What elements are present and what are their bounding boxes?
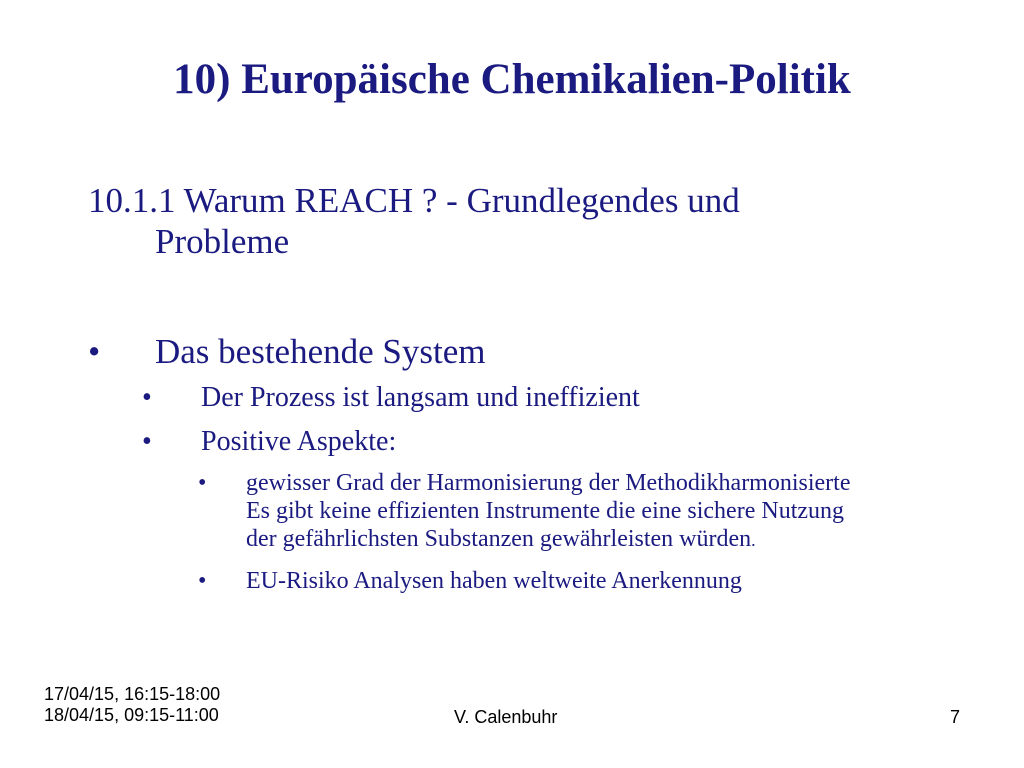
bullet-text-line — [246, 525, 851, 554]
footer-page-number: 7 — [950, 707, 961, 727]
footer-author: V. Calenbuhr — [454, 707, 558, 727]
bullet-text-line: Es gibt keine effizienten Instrumente die eine sichere Nutzung — [246, 498, 845, 524]
bullet-marker: • — [88, 332, 101, 371]
bullet-text: EU-Risiko Analysen haben weltweite Anerkennung — [246, 568, 742, 594]
bullet-text-span: der gefährlichsten Substanzen gewährleisten würden — [246, 526, 752, 552]
bullet-text: Der Prozess ist langsam und ineffizient — [201, 382, 640, 413]
bullet-trailing-period: . — [751, 530, 756, 550]
footer-date-line-2: 18/04/15, 09:15-11:00 — [44, 705, 219, 725]
bullet-marker: • — [142, 382, 152, 413]
bullet-text-line: gewisser Grad der Harmonisierung der Methodikharmonisierte — [246, 470, 851, 496]
footer-date — [44, 684, 220, 726]
bullet-marker: • — [198, 470, 207, 496]
section-heading-line-1: 10.1.1 Warum REACH ? - Grundlegendes und — [88, 181, 740, 220]
footer-date-line-1: 17/04/15, 16:15-18:00 — [44, 684, 221, 704]
section-heading-line-2: Probleme — [155, 222, 290, 261]
bullet-text: Positive Aspekte: — [201, 426, 397, 457]
bullet-text-block — [246, 469, 851, 554]
section-heading — [88, 180, 888, 262]
bullet-marker: • — [198, 568, 207, 594]
bullet-marker: • — [142, 426, 152, 457]
slide-title: 10) Europäische Chemikalien-Politik — [173, 56, 851, 103]
bullet-text: Das bestehende System — [155, 332, 486, 371]
